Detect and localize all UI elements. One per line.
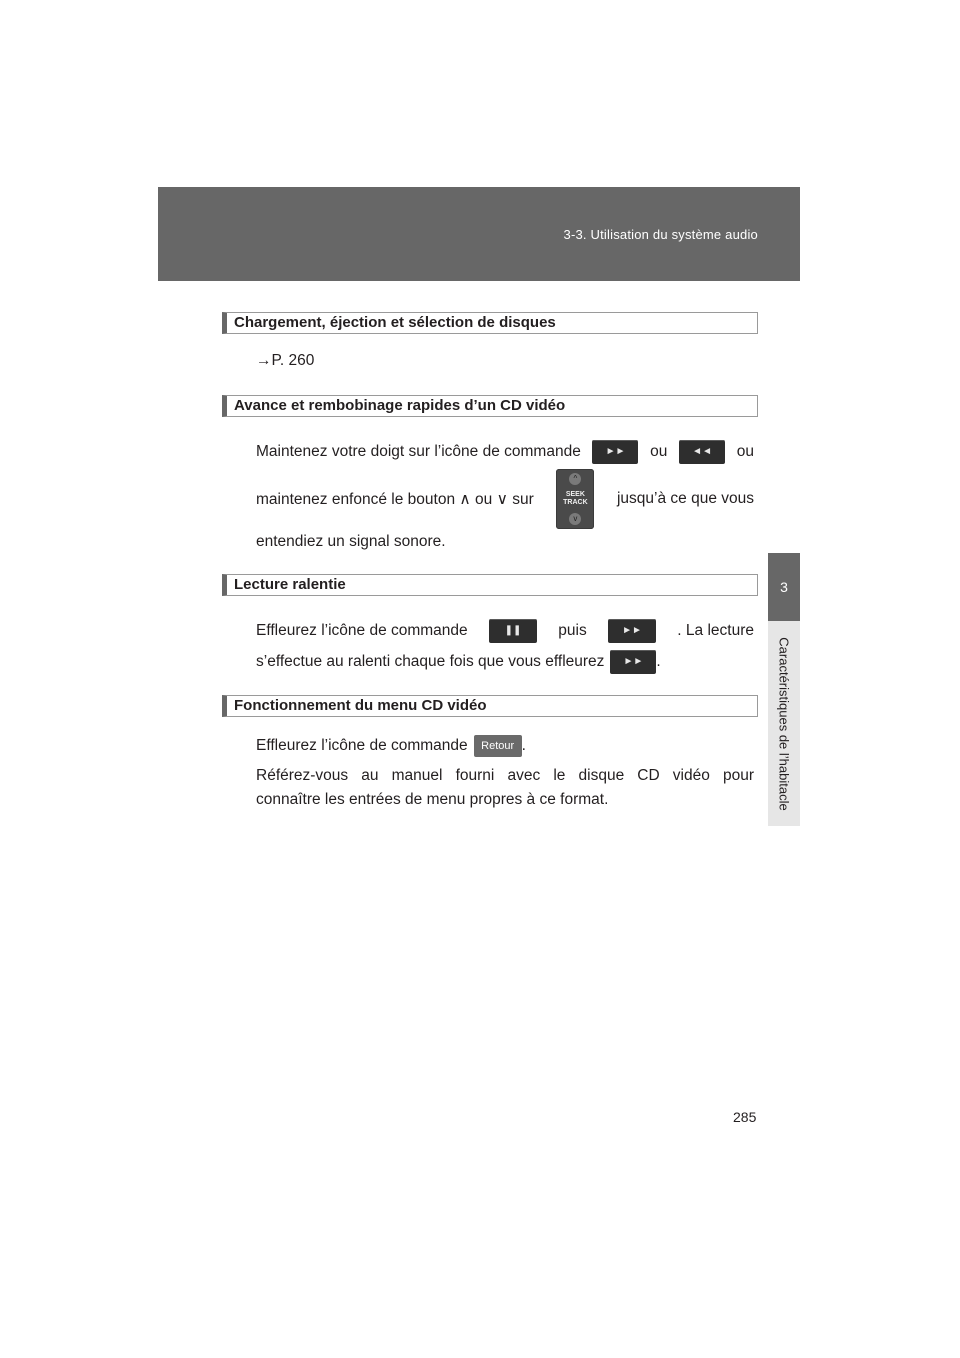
chapter-number-tab: 3	[768, 553, 800, 621]
paragraph-line	[256, 733, 754, 759]
paragraph-line	[256, 439, 754, 465]
text-fragment: ou	[736, 443, 754, 460]
fast-forward-icon: ►►	[608, 619, 656, 643]
page-number: 285	[733, 1109, 757, 1125]
paragraph-line: connaître les entrées de menu propres à ce format.	[256, 791, 609, 808]
text-fragment: Maintenez votre doigt sur l’icône de commande	[256, 443, 581, 460]
text-fragment: Effleurez l’icône de commande	[256, 622, 468, 639]
paragraph-line	[256, 618, 754, 644]
text-fragment: jusqu’à ce que vous	[616, 490, 754, 507]
seek-down-icon: v	[569, 513, 581, 525]
seek-track-label: SEEK TRACK	[563, 491, 588, 506]
header-band	[158, 187, 800, 281]
text-fragment: maintenez enfoncé le bouton ∧ ou ∨ sur	[256, 490, 534, 508]
seek-up-icon: ^	[569, 473, 581, 485]
text-fragment: .	[656, 653, 661, 670]
seek-track-button-icon	[556, 469, 594, 529]
paragraph-line	[256, 469, 754, 529]
rewind-icon: ◄◄	[679, 440, 725, 464]
chapter-title-tab	[768, 621, 800, 826]
retour-button-icon: Retour	[474, 735, 522, 757]
fast-forward-icon: ►►	[592, 440, 638, 464]
section-heading-menu: Fonctionnement du menu CD vidéo	[222, 695, 758, 717]
section-heading-slow-play: Lecture ralentie	[222, 574, 758, 596]
text-fragment: .	[521, 737, 526, 754]
paragraph-line	[256, 649, 754, 675]
paragraph-line: Référez-vous au manuel fourni avec le disque CD vidéo pour	[256, 767, 754, 784]
section-heading-fast-forward: Avance et rembobinage rapides d’un CD vidéo	[222, 395, 758, 417]
paragraph-line: entendiez un signal sonore.	[256, 533, 446, 550]
text-fragment: ou	[650, 443, 668, 460]
pause-icon: ❚❚	[489, 619, 537, 643]
section-heading-loading: Chargement, éjection et sélection de disques	[222, 312, 758, 334]
text-fragment: puis	[558, 622, 587, 639]
text-fragment: Effleurez l’icône de commande	[256, 737, 468, 754]
fast-forward-icon: ►►	[610, 650, 656, 674]
page-reference: →P. 260	[256, 352, 315, 369]
section-title: 3-3. Utilisation du système audio	[563, 227, 758, 242]
chapter-title: Caractéristiques de l’habitacle	[776, 636, 792, 811]
text-fragment: . La lecture	[677, 622, 754, 639]
text-fragment: s’effectue au ralenti chaque fois que vous effleurez	[256, 653, 605, 670]
